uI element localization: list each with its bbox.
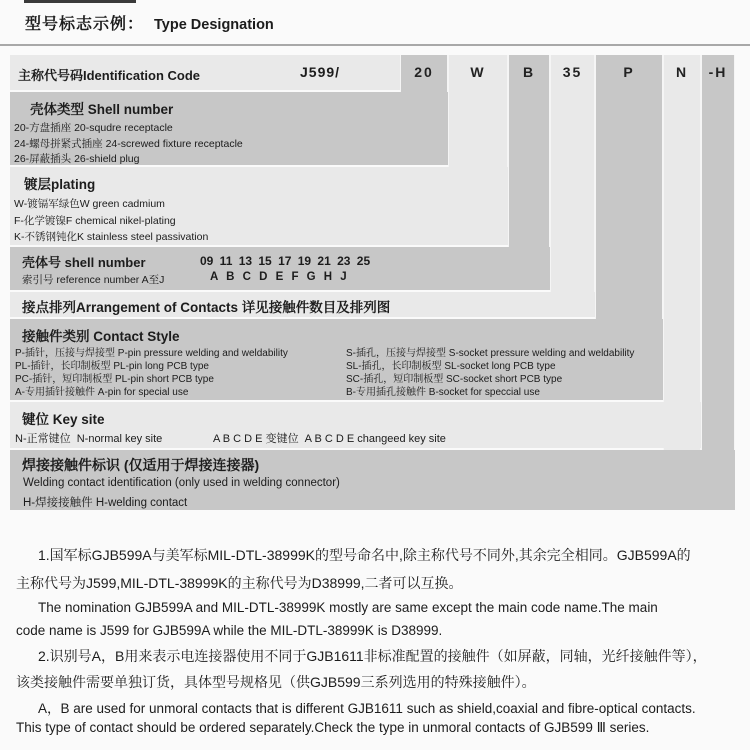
- welding-line-en: Welding contact identification (only used in welding connector): [23, 477, 340, 489]
- identification-code-label: 主称代号码Identification Code: [18, 68, 201, 83]
- shell-type-line: 20-方盘插座 20-squdre receptacle: [14, 122, 173, 134]
- key-site-normal: N-正常键位 N-normal key site: [15, 433, 163, 445]
- reference-number-label: 索引号 reference number A至J: [22, 274, 165, 286]
- socket-line: B-专用插孔接触件 B-socket for speccial use: [346, 387, 540, 398]
- note-line: 1.国军标GJB599A与美军标MIL-DTL-38999K的型号命名中,除主称代号不同外,其余完全相同。GJB599A的: [38, 547, 691, 563]
- shell-type-line: 24-螺母拼紧式插座 24-screwed fixture receptacle: [14, 137, 243, 150]
- note-line: A，B are used for unmoral contacts that is different GJB1611 such as shield,coaxial and fibre-optical contacts.: [38, 701, 696, 716]
- plating-line: W-镀镉军绿色W green cadmium: [14, 198, 165, 210]
- section-key-site: [10, 402, 701, 448]
- key-site-changed: A B C D E 变键位 A B C D E changeed key site: [213, 433, 446, 445]
- page-title-zh: 型号标志示例：: [25, 16, 145, 33]
- note-line: code name is J599 for GJB599A while the MIL-DTL-38999K is D38999.: [16, 623, 443, 638]
- code-key-site: N: [675, 64, 689, 80]
- welding-line-h: H-焊接接触件 H-welding contact: [23, 497, 188, 509]
- welding-title: 焊接接触件标识 (仅适用于焊接连接器): [22, 457, 260, 473]
- code-welding: -H: [708, 64, 728, 80]
- code-arrangement: 35: [562, 64, 583, 80]
- code-bar-arrangement: [550, 55, 595, 317]
- shell-type-title: 壳体类型 Shell number: [30, 102, 174, 117]
- socket-line: S-插孔，压接与焊接型 S-socket pressure welding and weldability: [346, 348, 635, 359]
- section-shell-number: [10, 247, 550, 290]
- code-plating: W: [470, 64, 486, 80]
- arrangement-title: 接点排列Arrangement of Contacts 详见接触件数目及排列图: [22, 300, 391, 315]
- plating-line: F-化学镀镍F chemical nikel-plating: [14, 214, 176, 227]
- page-title: [25, 11, 274, 34]
- pin-line: PC-插针，短印制板型 PL-pin short PCB type: [15, 374, 214, 385]
- page-top-edge-mark: [24, 0, 136, 3]
- plating-line: K-不锈钢钝化K stainless steel passivation: [14, 231, 209, 243]
- section-arrangement: [10, 292, 595, 317]
- code-shell-size: B: [522, 64, 536, 80]
- shell-number-title: 壳体号 shell number: [22, 255, 146, 270]
- contact-style-pin-column: [15, 347, 288, 399]
- plating-title: 镀层plating: [24, 177, 96, 192]
- contact-style-title: 接触件类别 Contact Style: [22, 329, 180, 344]
- socket-line: SL-插孔，长印制板型 SL-socket long PCB type: [346, 361, 556, 372]
- code-shell-type: 20: [414, 64, 434, 80]
- code-bar-welding: [701, 55, 735, 507]
- identification-code-box: [10, 55, 400, 90]
- note-line: 2.识别号A，B用来表示电连接器使用不同于GJB1611非标准配置的接触件（如屏蔽，同轴，光纤接触件等），: [38, 648, 707, 664]
- contact-style-socket-column: [346, 347, 634, 399]
- code-contact-style: P: [623, 64, 635, 80]
- note-line: 该类接触件需要单独订货，具体型号规格见（供GJB599三系列选用的特殊接触件）。: [16, 674, 536, 690]
- pin-line: P-插针，压接与焊接型 P-pin pressure welding and weldability: [15, 348, 288, 359]
- series-code: J599/: [300, 64, 341, 80]
- pin-line: PL-插针，长印制板型 PL-pin long PCB type: [15, 361, 209, 372]
- shell-type-line: 26-屏蔽插头 26-shield plug: [14, 153, 140, 165]
- note-line: This type of contact should be ordered separately.Check the type in unmoral contacts of GJB599 Ⅲ series.: [16, 720, 650, 735]
- section-plating: [10, 167, 508, 245]
- title-divider: [0, 44, 750, 46]
- key-site-title: 键位 Key site: [22, 412, 105, 427]
- section-shell-type: [10, 92, 448, 165]
- section-welding: [10, 450, 735, 510]
- shell-number-sizes: 09 11 13 15 17 19 21 23 25: [200, 254, 371, 268]
- code-bar-key-site: [663, 55, 701, 450]
- pin-line: A-专用插针接触件 A-pin for special use: [15, 387, 189, 398]
- socket-line: SC-插孔，短印制板型 SC-socket short PCB type: [346, 374, 563, 385]
- note-line: 主称代号为J599,MIL-DTL-38999K的主称代号为D38999,二者可以互换。: [16, 575, 463, 591]
- page-title-en: Type Designation: [154, 17, 274, 33]
- section-contact-style: [10, 319, 663, 400]
- reference-number-letters: A B C D E F G H J: [210, 271, 347, 283]
- note-line: The nomination GJB599A and MIL-DTL-38999K mostly are same except the main code name.The main: [38, 600, 658, 615]
